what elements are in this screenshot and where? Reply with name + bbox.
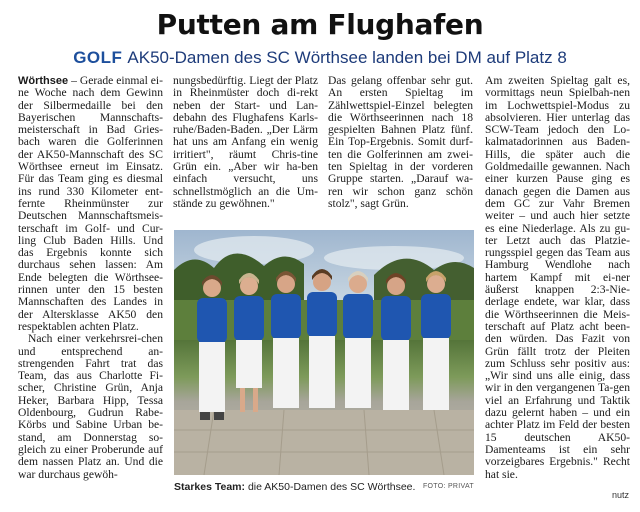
team-photo xyxy=(174,230,474,475)
paragraph xyxy=(18,75,163,333)
caption-text: die AK50-Damen des SC Wörthsee. xyxy=(247,481,416,493)
author-tag: nutz xyxy=(612,490,630,500)
paragraph: Das gelang offenbar sehr gut. An ersten Spieltag im Zählwettspiel-Einzel belegten die Wörthseerinnen nach 18 gespielten Bahnen Platz fünf. Ein Top-Ergebnis. Somit durf-ten die Golferinnen am zwei-ten Spieltag in der vorderen Gruppe starten. „Darauf wa-ren wir schon ganz schön stolz", sagt Grün. xyxy=(328,74,473,210)
article-column-3 xyxy=(328,75,473,210)
paragraph: Am zweiten Spieltag galt es, vormittags neun Spielbah-nen im Lochwettspiel-Modus zu absolvieren. Hier unterlag das SCW-Team jedoch den Lo-kalmatadorinnen aus Baden-Hills, die später auch die Goldmedaille gewannen. Nach einer kurzen Pause ging es danach gegen die Damen aus dem GC zur Vahr Bremen weiter – und auch hier setzte es eine Niederlage. Als zu gu-ter Letzt auch das Platzie-rungsspiel gegen das Team aus Hamburg Wendlohe nach hartem Kampf mit ei-ner äußerst knappen 2:3-Nie-derlage endete, war klar, dass die Wörthseerinnen die Meis-terschaft auf Platz acht been-den würden. Das Fazit von Grün fällt trotz der Pleiten zum Schluss sehr positiv aus: „Wir sind uns alle einig, dass wir in den vergangenen Ta-gen viel an Erfahrung und Taktik dazu gelernt haben – und ein achter Platz im Feld der besten 15 deutschen AK50-Damenteams ist ein sehr vorzeigbares Ergebnis." Recht hat sie. xyxy=(485,74,630,481)
paragraph: nungsbedürftig. Liegt der Platz in Rheinmüster doch di-rekt neben der Start- und Lan-debahn des Flughafens Karls-ruhe/Baden-Baden. „Der Lärm hat uns am Anfang ein wenig irritiert", räumt Chris-tine Grün ein. „Aber wir ha-ben einfach versucht, uns schnellstmöglich an die Um-stände zu gewöhnen." xyxy=(173,74,318,210)
paragraph: Nach einer verkehrsrei-chen und entsprechend an-strengenden Fahrt trat das Team, das aus Charlotte Fi-scher, Christine Grün, Anja Heker, Barbara Hipp, Tessa Oldenbourg, Gudrun Rabe-Körbs und Sabine Urban be-stand, am Donnerstag so-gleich zu einer Proberunde auf dem nassen Platz an. Und die war durchaus gewöh- xyxy=(18,332,163,481)
article-column-4 xyxy=(485,75,630,481)
paragraph-text: – Gerade einmal ei-ne Woche nach dem Gewinn der Silbermedaille bei den Bayerischen Mannschafts-meisterschaft in Bad Gries-bach waren die Golferinnen der AK50-Mannschaft des SC Wörthsee erneut im Einsatz. Für das Team ging es diesmal ins rund 330 Kilometer ent-fernte Rheinmünster zur Deutschen Mannschaftsmeis-terschaft im Golf- und Cur-ling Club Baden Hills. Und das Ergebnis konnte sich durchaus sehen lassen: Am Ende belegten die Wörthsee-rinnen unter den 15 besten Mannschaften des Landes in der Altersklasse AK50 den respektablen achten Platz. xyxy=(18,74,163,333)
article-column-1 xyxy=(18,75,163,481)
kicker-label: GOLF xyxy=(73,48,123,67)
caption-label: Starkes Team: xyxy=(174,481,246,493)
team-photo-illustration xyxy=(174,230,474,475)
subheadline xyxy=(0,48,640,68)
article-column-2 xyxy=(173,75,318,210)
subheadline-text: AK50-Damen des SC Wörthsee landen bei DM auf Platz 8 xyxy=(127,48,567,67)
dateline: Wörthsee xyxy=(18,75,69,87)
photo-credit: FOTO: PRIVAT xyxy=(422,483,474,490)
photo-caption xyxy=(174,481,474,493)
headline: Putten am Flughafen xyxy=(156,8,484,41)
